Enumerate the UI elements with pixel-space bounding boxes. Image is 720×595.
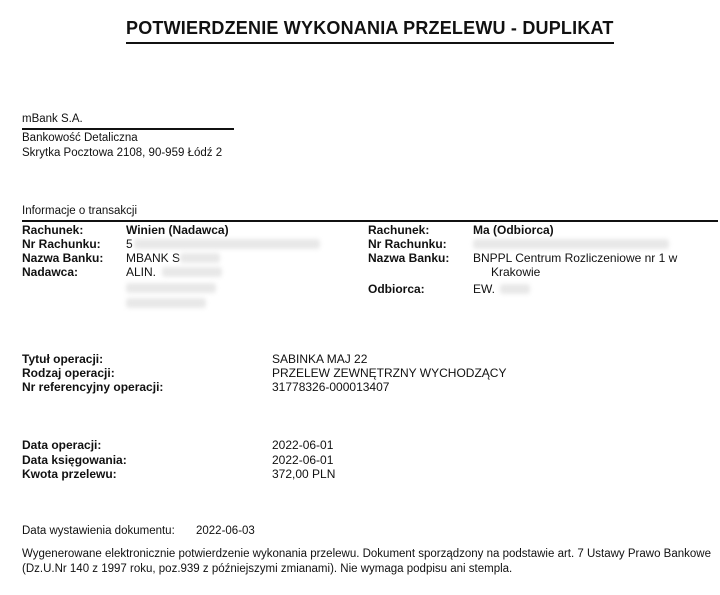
recipient-number-label: Nr Rachunku: <box>368 237 447 251</box>
sender-name-value: ALIN. <box>126 265 157 279</box>
redaction <box>500 284 530 294</box>
operation-title-value: SABINKA MAJ 22 <box>272 352 368 366</box>
sender-name-label: Nadawca: <box>22 265 79 279</box>
redaction <box>126 298 206 308</box>
bank-address: Skrytka Pocztowa 2108, 90-959 Łódź 2 <box>22 147 223 159</box>
recipient-bank-label: Nazwa Banku: <box>368 251 450 265</box>
recipient-name-value: EW. <box>473 282 496 296</box>
redaction <box>180 253 220 263</box>
sender-account-label: Rachunek: <box>22 223 84 237</box>
booking-date-label: Data księgowania: <box>22 453 127 467</box>
bank-name: mBank S.A. <box>22 113 83 125</box>
operation-date-label: Data operacji: <box>22 438 102 452</box>
operation-type-value: PRZELEW ZEWNĘTRZNY WYCHODZĄCY <box>272 366 507 380</box>
document-title: POTWIERDZENIE WYKONANIA PRZELEWU - DUPLIKAT <box>126 18 614 44</box>
operation-ref-value: 31778326-000013407 <box>272 380 390 394</box>
section-divider <box>22 220 718 222</box>
sender-bank-value: MBANK S <box>126 251 181 265</box>
recipient-account-label: Rachunek: <box>368 223 430 237</box>
amount-value: 372,00 PLN <box>272 467 336 481</box>
sender-account-value: Winien (Nadawca) <box>126 223 229 237</box>
operation-ref-label: Nr referencyjny operacji: <box>22 380 164 394</box>
issue-date-label: Data wystawienia dokumentu: <box>22 525 175 537</box>
amount-label: Kwota przelewu: <box>22 467 117 481</box>
bank-divider <box>22 128 234 130</box>
booking-date-value: 2022-06-01 <box>272 453 334 467</box>
sender-number-label: Nr Rachunku: <box>22 237 101 251</box>
redaction <box>134 239 320 249</box>
legal-note: Wygenerowane elektronicznie potwierdzenie wykonania przelewu. Dokument sporządzony na podstawie art. 7 Ustawy Prawo Bankowe (Dz.U.Nr 140 z 1997 roku, poz.939 z późniejszymi zmianami). Nie wymaga podpisu ani stempla. <box>22 548 711 575</box>
sender-bank-label: Nazwa Banku: <box>22 251 104 265</box>
redaction <box>162 267 222 277</box>
bank-division: Bankowość Detaliczna <box>22 132 138 144</box>
operation-type-label: Rodzaj operacji: <box>22 366 115 380</box>
sender-number-value: 5 <box>126 237 133 251</box>
recipient-bank-value-line2: Krakowie <box>491 265 541 279</box>
operation-title-label: Tytuł operacji: <box>22 352 104 366</box>
recipient-account-value: Ma (Odbiorca) <box>473 223 554 237</box>
operation-date-value: 2022-06-01 <box>272 438 334 452</box>
recipient-bank-value-line1: BNPPL Centrum Rozliczeniowe nr 1 w <box>473 251 678 265</box>
issue-date-value: 2022-06-03 <box>196 525 255 537</box>
section-label: Informacje o transakcji <box>22 205 138 217</box>
redaction <box>126 283 216 293</box>
redaction <box>473 239 669 249</box>
recipient-name-label: Odbiorca: <box>368 282 425 296</box>
